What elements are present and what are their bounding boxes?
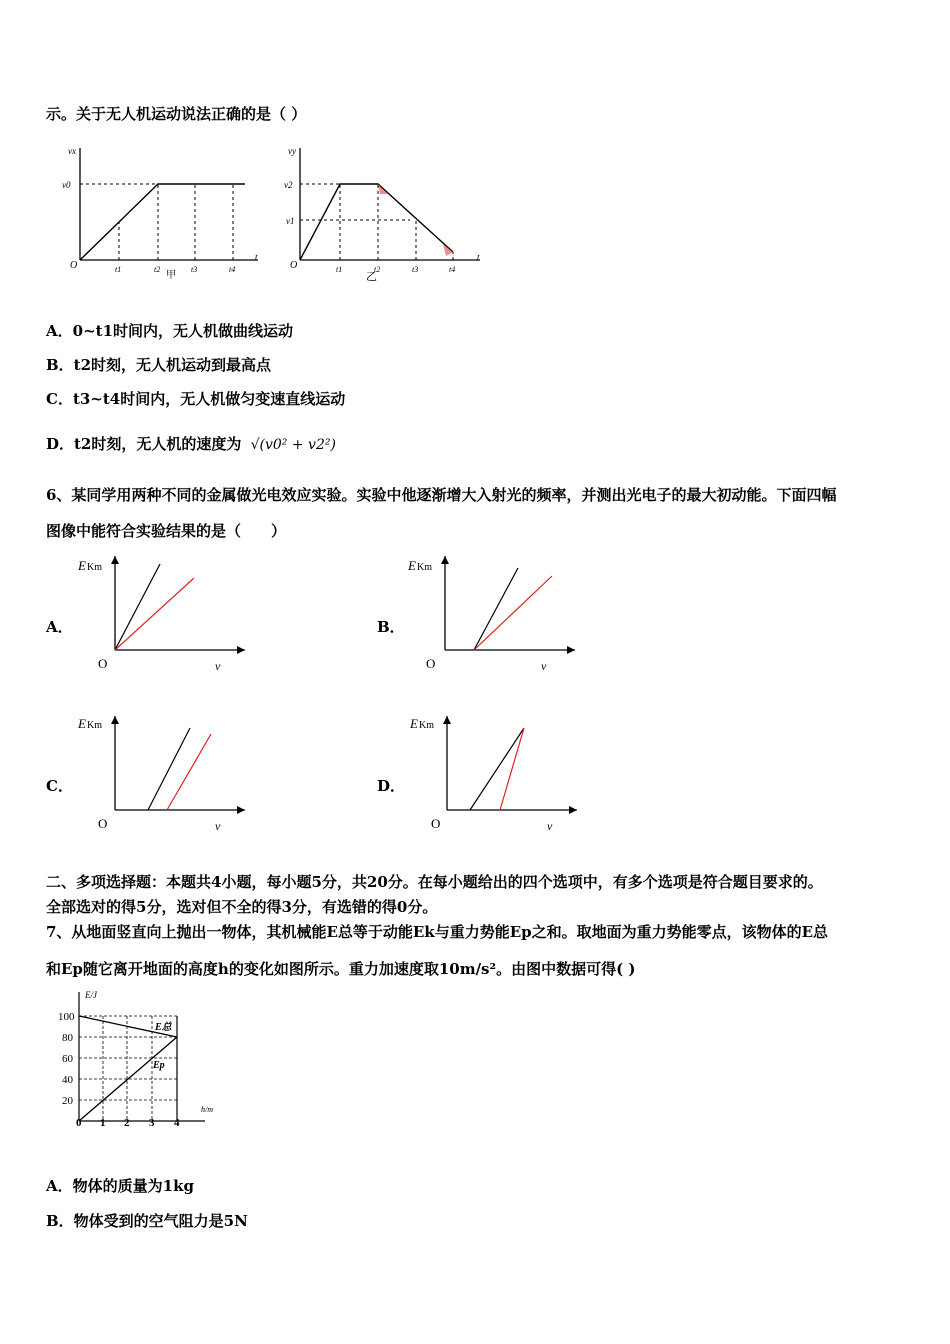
- x-label: ν: [541, 659, 547, 673]
- q5-graph-jia: [60, 140, 265, 280]
- y-label: E/J: [85, 990, 97, 1000]
- q7-option-a[interactable]: A．物体的质量为1kg: [46, 1177, 194, 1195]
- origin: O: [98, 816, 108, 831]
- y-label: E: [78, 716, 86, 731]
- metal-2-line: [167, 734, 211, 810]
- q5-option-d[interactable]: [46, 433, 336, 454]
- caption: 甲: [166, 270, 176, 280]
- vx-curve: [80, 184, 245, 260]
- v0-label: v0: [62, 180, 71, 190]
- q6-option-d-label[interactable]: D．: [377, 777, 406, 795]
- metal-1-line: [470, 728, 524, 810]
- y-tick-60: 60: [62, 1053, 73, 1065]
- y-label: E: [410, 716, 418, 731]
- origin: O: [426, 656, 436, 671]
- q5-graph-yi: [280, 140, 490, 285]
- angle-mark: [378, 184, 388, 194]
- x-tick-0: 0: [76, 1117, 82, 1128]
- y-tick-80: 80: [62, 1032, 73, 1044]
- tick-t4: t4: [229, 265, 236, 274]
- metal-1-line: [115, 564, 160, 650]
- ep-label: Ep: [153, 1060, 165, 1071]
- x-label: ν: [215, 659, 221, 673]
- y-sub: Km: [87, 562, 102, 573]
- y-sub: Km: [87, 720, 102, 731]
- section2-heading-line1: 二、多项选择题：本题共4小题，每小题5分，共20分。在每小题给出的四个选项中，有多个选项是符合题目要求的。: [46, 873, 823, 891]
- metal-2-line: [115, 578, 194, 650]
- y-label: E: [408, 558, 416, 573]
- q5-stem: 示。关于无人机运动说法正确的是（ ）: [46, 105, 307, 123]
- q6-stem-line1: 6、某同学用两种不同的金属做光电效应实验。实验中他逐渐增大入射光的频率，并测出光电子的最大初动能。下面四幅: [46, 486, 837, 504]
- origin: O: [98, 656, 108, 671]
- q5-option-b[interactable]: B．t2时刻，无人机运动到最高点: [46, 356, 272, 374]
- q6-option-a-label[interactable]: A．: [46, 618, 73, 636]
- q7-stem-line1: 7、从地面竖直向上抛出一物体，其机械能E总等于动能Ek与重力势能Ep之和。取地面为重力势能零点，该物体的E总: [46, 923, 829, 941]
- tick-t1: t1: [115, 265, 122, 274]
- x-tick-2: 2: [124, 1117, 130, 1128]
- tick-t1: t1: [336, 265, 343, 274]
- origin: O: [70, 260, 78, 271]
- q5-option-d-text: D．t2时刻，无人机的速度为: [46, 435, 242, 453]
- v2-label: v2: [284, 180, 293, 190]
- q7-stem-line2: 和Ep随它离开地面的高度h的变化如图所示。重力加速度取10m/s²。由图中数据可得( ): [46, 960, 636, 978]
- section2-heading-line2: 全部选对的得5分，选对但不全的得3分，有选错的得0分。: [46, 898, 438, 916]
- v1-label: v1: [286, 216, 295, 226]
- ep-line: [79, 1037, 177, 1121]
- y-label: vy: [288, 146, 296, 156]
- e-total-label: E总: [155, 1022, 172, 1033]
- caption: 乙: [366, 271, 377, 283]
- x-label: h/m: [201, 1105, 213, 1114]
- y-tick-40: 40: [62, 1074, 73, 1086]
- y-tick-20: 20: [62, 1095, 73, 1107]
- tick-t4: t4: [449, 265, 456, 274]
- q7-option-b[interactable]: B．物体受到的空气阻力是5N: [46, 1212, 248, 1230]
- y-label: vx: [68, 146, 76, 156]
- q5-option-d-formula: √(v0² + v2²): [250, 437, 336, 453]
- y-label: E: [78, 558, 86, 573]
- origin: O: [431, 816, 441, 831]
- tick-t3: t3: [412, 265, 419, 274]
- tick-t2: t2: [374, 265, 381, 274]
- tick-t3: t3: [191, 265, 198, 274]
- q7-energy-graph: [55, 988, 225, 1128]
- q5-option-a[interactable]: A．0~t1时间内，无人机做曲线运动: [46, 322, 294, 340]
- t-label: t: [255, 252, 258, 262]
- q6-option-c-label[interactable]: C．: [46, 777, 73, 795]
- origin: O: [290, 260, 298, 271]
- q6-graph-d: [402, 710, 582, 835]
- t-label: t: [477, 252, 480, 262]
- y-sub: Km: [419, 720, 434, 731]
- y-tick-100: 100: [58, 1011, 75, 1023]
- x-label: ν: [547, 819, 553, 833]
- q6-graph-c: [70, 710, 250, 835]
- q6-graph-b: [400, 550, 580, 675]
- x-tick-3: 3: [149, 1117, 155, 1128]
- q6-stem-line2: 图像中能符合实验结果的是（ ）: [46, 522, 287, 540]
- q6-option-b-label[interactable]: B．: [377, 618, 405, 636]
- q5-option-c[interactable]: C．t3~t4时间内，无人机做匀变速直线运动: [46, 390, 346, 408]
- metal-2-line: [500, 728, 524, 810]
- tick-t2: t2: [154, 265, 161, 274]
- q6-graph-a: [70, 550, 250, 675]
- metal-1-line: [474, 568, 518, 650]
- x-tick-4: 4: [174, 1117, 180, 1128]
- metal-2-line: [474, 576, 552, 650]
- y-sub: Km: [417, 562, 432, 573]
- vy-curve: [300, 184, 453, 260]
- x-tick-1: 1: [100, 1117, 106, 1128]
- x-label: ν: [215, 819, 221, 833]
- metal-1-line: [148, 728, 190, 810]
